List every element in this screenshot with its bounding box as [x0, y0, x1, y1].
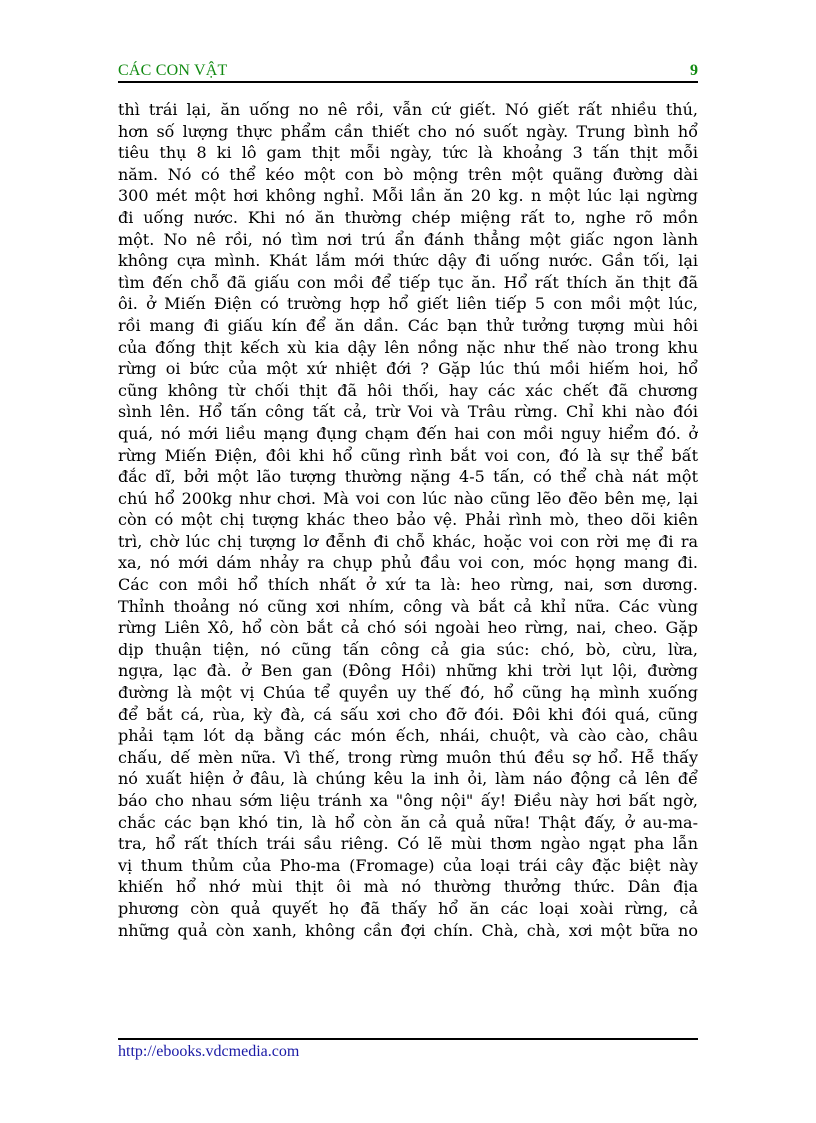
text-line: tra, hổ rất thích trái sầu riêng. Có lẽ mùi thơm ngào ngạt pha lẫn — [118, 834, 698, 854]
text-line: 300 mét một hơi không nghỉ. Mỗi lần ăn 20 kg. n một lúc lại ngừng — [118, 186, 698, 206]
running-title: CÁC CON VẬT — [118, 62, 228, 79]
footer-divider — [118, 1038, 698, 1040]
text-line: trì, chờ lúc chị tượng lơ đễnh đi chỗ khác, hoặc voi con rời mẹ đi ra — [118, 531, 698, 551]
text-line: hơn số lượng thực phẩm cần thiết cho nó suốt ngày. Trung bình hổ — [118, 121, 698, 141]
text-line: rừng Miến Điện, đôi khi hổ cũng rình bắt voi con, đó là sự thể bất — [118, 445, 698, 465]
text-line: sình lên. Hổ tấn công tất cả, trừ Voi và Trâu rừng. Chỉ khi nào đói — [118, 402, 698, 422]
page-header — [118, 58, 698, 80]
text-line: đi uống nước. Khi nó ăn thường chép miệng rất to, nghe rõ mồn — [118, 207, 698, 227]
text-line: không cựa mình. Khát lắm mới thức dậy đi uống nước. Gần tối, lại — [118, 251, 698, 271]
footer-link[interactable]: http://ebooks.vdcmedia.com — [118, 1043, 300, 1060]
text-line: rồi mang đi giấu kín để ăn dần. Các bạn thử tưởng tượng mùi hôi — [118, 315, 698, 335]
text-line: đắc dĩ, bởi một lão tượng thường nặng 4-5 tấn, có thể chà nát một — [118, 467, 698, 487]
text-line: phải tạm lót dạ bằng các món ếch, nhái, chuột, và cào cào, châu — [118, 726, 698, 746]
text-line: còn có một chị tượng khác theo bảo vệ. Phải rình mò, theo dõi kiên — [118, 510, 698, 530]
header-divider — [118, 81, 698, 83]
text-line: một. No nê rồi, nó tìm nơi trú ẩn đánh thẳng một giấc ngon lành — [118, 229, 698, 249]
text-line: báo cho nhau sớm liệu tránh xa "ông nội" ấy! Điều này hơi bất ngờ, — [118, 791, 698, 810]
text-line: chắc các bạn khó tin, là hổ còn ăn cả quả nữa! Thật đấy, ở au-ma- — [118, 812, 698, 832]
text-line: chấu, dế mèn nữa. Vì thế, trong rừng muôn thú đều sợ hổ. Hễ thấy — [118, 747, 698, 767]
text-line: năm. Nó có thể kéo một con bò mộng trên một quãng đường dài — [118, 164, 698, 184]
text-line: Các con mồi hổ thích nhất ở xứ ta là: heo rừng, nai, sơn dương. — [118, 575, 698, 595]
text-line: khiến hổ nhớ mùi thịt ôi mà nó thường thưởng thức. Dân địa — [118, 877, 698, 897]
text-line: tìm đến chỗ đã giấu con mồi để tiếp tục ăn. Hổ rất thích ăn thịt đã — [118, 272, 698, 292]
text-line: dịp thuận tiện, nó cũng tấn công cả gia súc: chó, bò, cừu, lừa, — [118, 639, 698, 659]
body-text — [118, 99, 698, 941]
text-line: để bắt cá, rùa, kỳ đà, cá sấu xơi cho đỡ đói. Đôi khi đói quá, cũng — [118, 704, 698, 724]
text-line: vị thum thủm của Pho-ma (Fromage) của loại trái cây đặc biệt này — [118, 855, 698, 875]
text-line: Thỉnh thoảng nó cũng xơi nhím, công và bắt cả khỉ nữa. Các vùng — [118, 596, 698, 616]
text-line: quá, nó mới liều mạng đụng chạm đến hai con mồi nguy hiểm đó. ở — [118, 423, 698, 443]
text-line: rừng oi bức của một xứ nhiệt đới ? Gặp lúc thú mồi hiếm hoi, hổ — [118, 359, 698, 379]
text-line: nó xuất hiện ở đâu, là chúng kêu la inh ỏi, làm náo động cả lên để — [118, 769, 698, 789]
text-line: xa, nó mới dám nhảy ra chụp phủ đầu voi con, móc họng mang đi. — [118, 553, 698, 573]
text-line: của đống thịt kếch xù kia dậy lên nồng nặc như thế nào trong khu — [118, 337, 698, 357]
text-line: ôi. ở Miến Điện có trường hợp hổ giết liên tiếp 5 con mồi một lúc, — [118, 294, 698, 314]
text-line: thì trái lại, ăn uống no nê rồi, vẫn cứ giết. Nó giết rất nhiều thú, — [118, 100, 698, 119]
text-line: phương còn quả quyết họ đã thấy hổ ăn các loại xoài rừng, cả — [118, 898, 698, 918]
text-line: ngựa, lạc đà. ở Ben gan (Đông Hồi) những khi trời lụt lội, đường — [118, 661, 698, 681]
text-line: chú hổ 200kg như chơi. Mà voi con lúc nào cũng lẽo đẽo bên mẹ, lại — [118, 488, 698, 508]
text-line: đường là một vị Chúa tể quyền uy thế đó, hổ cũng hạ mình xuống — [118, 683, 698, 703]
text-line: cũng không từ chối thịt đã hôi thối, hay các xác chết đã chương — [118, 380, 698, 400]
page-number: 9 — [690, 62, 698, 79]
text-line: những quả còn xanh, không cần đợi chín. Chà, chà, xơi một bữa no — [118, 920, 698, 940]
text-line: tiêu thụ 8 ki lô gam thịt mỗi ngày, tức là khoảng 3 tấn thịt mỗi — [118, 143, 698, 163]
text-line: rừng Liên Xô, hổ còn bắt cả chó sói ngoài heo rừng, nai, cheo. Gặp — [118, 618, 698, 638]
